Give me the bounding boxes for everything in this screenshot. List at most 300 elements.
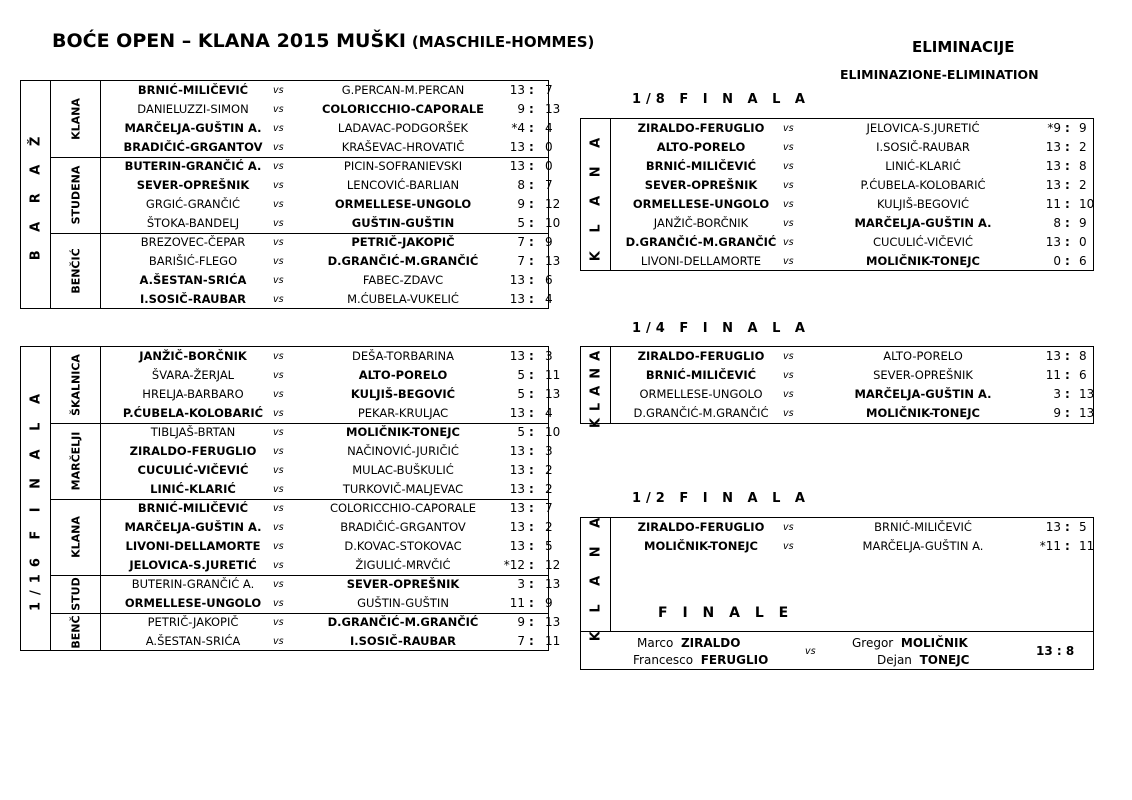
score-colon: : xyxy=(529,520,534,534)
team-2: ORMELLESE-UNGOLO xyxy=(334,197,472,211)
team-2: COLORICCHIO-CAPORALE xyxy=(321,102,485,116)
score-2: 11 xyxy=(545,634,561,648)
team-2: MOLIČNIK-TONEJC xyxy=(866,254,980,268)
score-2: 0 xyxy=(545,159,553,173)
group-label: STUD xyxy=(69,577,83,611)
score-colon: : xyxy=(529,159,534,173)
team-1: BUTERIN-GRANČIĆ A. xyxy=(131,577,255,591)
score-colon: : xyxy=(1065,197,1070,211)
match-row xyxy=(581,404,1093,423)
team-1: JANŽIČ-BORČNIK xyxy=(139,349,247,363)
score-1: 5 xyxy=(517,368,525,382)
team-1: ŠTOKA-BANDELJ xyxy=(146,216,240,230)
vs-label: vs xyxy=(273,123,284,134)
vs-label: vs xyxy=(783,142,794,153)
score-colon: : xyxy=(529,349,534,363)
score-colon: : xyxy=(529,254,534,268)
score-1: 8 xyxy=(517,178,525,192)
score-2: 9 xyxy=(545,235,553,249)
score-colon: : xyxy=(529,634,534,648)
score-2: 10 xyxy=(545,425,561,439)
vs-label: vs xyxy=(273,389,284,400)
score-2: 13 xyxy=(545,615,561,629)
score-1: 5 xyxy=(517,387,525,401)
team-2: CUCULIĆ-VIČEVIĆ xyxy=(872,235,974,249)
score-colon: : xyxy=(529,463,534,477)
score-2: 5 xyxy=(545,539,553,553)
vs-label: vs xyxy=(783,541,794,552)
match-row xyxy=(581,214,1093,233)
team-2: MARČELJA-GUŠTIN A. xyxy=(862,539,984,553)
team-2: SEVER-OPREŠNIK xyxy=(346,577,460,591)
score-2: 3 xyxy=(545,349,553,363)
score-1: 11 xyxy=(1045,368,1061,382)
team-1: BRNIĆ-MILIČEVIĆ xyxy=(645,368,757,382)
score-2: 5 xyxy=(1079,520,1087,534)
vs-label: vs xyxy=(273,275,284,286)
vs-label: vs xyxy=(783,161,794,172)
match-row xyxy=(21,442,553,461)
score-1: 11 xyxy=(509,596,525,610)
score-1: 13 xyxy=(1045,178,1061,192)
score-2: 2 xyxy=(545,520,553,534)
final-box xyxy=(580,632,1094,670)
match-row xyxy=(21,594,553,613)
score-colon: : xyxy=(1065,349,1070,363)
match-row xyxy=(21,100,561,119)
vs-label: vs xyxy=(273,484,284,495)
vs-label: vs xyxy=(273,541,284,552)
team-1: ZIRALDO-FERUGLIO xyxy=(637,520,765,534)
team-2: ALTO-PORELO xyxy=(358,368,448,382)
team-1: TIBLJAŠ-BRTAN xyxy=(150,425,236,439)
baraz-label: B A R A Ž xyxy=(28,129,44,260)
match-row xyxy=(581,385,1093,404)
score-1: 13 xyxy=(509,444,525,458)
match-row xyxy=(21,252,561,271)
table-label-r2: K L A N A xyxy=(588,510,604,641)
score-2: 8 xyxy=(1079,349,1087,363)
score-1: 13 xyxy=(1045,235,1061,249)
match-row xyxy=(21,423,561,442)
team-1: I.SOSIČ-RAUBAR xyxy=(139,292,247,306)
vs-label: vs xyxy=(783,123,794,134)
score-colon: : xyxy=(529,121,534,135)
score-2: 13 xyxy=(1079,387,1095,401)
score-colon: : xyxy=(1065,406,1070,420)
score-1: 11 xyxy=(1045,197,1061,211)
score-colon: : xyxy=(529,292,534,306)
match-row xyxy=(581,252,1093,271)
table-r16 xyxy=(20,346,561,651)
score-colon: : xyxy=(529,482,534,496)
vs-label: vs xyxy=(783,237,794,248)
team-1: A.ŠESTAN-SRIĆA xyxy=(139,273,247,287)
vs-label: vs xyxy=(273,522,284,533)
score-1: 3 xyxy=(517,577,525,591)
score-colon: : xyxy=(529,444,534,458)
final-vs: vs xyxy=(805,646,816,657)
team-2: KULJIŠ-BEGOVIĆ xyxy=(350,387,456,401)
score-colon: : xyxy=(1065,387,1070,401)
table-baraz xyxy=(20,80,561,309)
score-2: 11 xyxy=(545,368,561,382)
team-1: ZIRALDO-FERUGLIO xyxy=(637,121,765,135)
score-colon: : xyxy=(529,368,534,382)
score-2: 7 xyxy=(545,178,553,192)
team-2: GUŠTIN-GUŠTIN xyxy=(351,216,455,230)
score-2: 13 xyxy=(545,102,561,116)
score-colon: : xyxy=(529,558,534,572)
team-2: P.ĆUBELA-KOLOBARIĆ xyxy=(860,178,986,192)
team-2: PETRIČ-JAKOPIČ xyxy=(351,235,455,249)
score-1: 13 xyxy=(509,406,525,420)
score-colon: : xyxy=(529,216,534,230)
score-2: 9 xyxy=(1079,216,1087,230)
match-row xyxy=(581,157,1093,176)
vs-label: vs xyxy=(273,142,284,153)
match-row xyxy=(21,157,553,176)
match-row xyxy=(581,176,1093,195)
vs-label: vs xyxy=(273,617,284,628)
team-1: ORMELLESE-UNGOLO xyxy=(124,596,262,610)
match-row xyxy=(21,537,553,556)
score-colon: : xyxy=(529,596,534,610)
score-2: 13 xyxy=(545,254,561,268)
score-1: 3 xyxy=(1053,387,1061,401)
score-1: 0 xyxy=(1053,254,1061,268)
final-player-2b: Dejan TONEJC xyxy=(877,653,970,667)
vs-label: vs xyxy=(273,237,284,248)
match-row xyxy=(21,461,553,480)
table-r2 xyxy=(580,510,1095,641)
team-1: LIVONI-DELLAMORTE xyxy=(125,539,261,553)
team-2: GUŠTIN-GUŠTIN xyxy=(357,596,449,610)
score-1: 13 xyxy=(509,292,525,306)
score-colon: : xyxy=(1065,178,1070,192)
team-2: MOLIČNIK-TONEJC xyxy=(866,406,980,420)
match-row xyxy=(581,138,1093,157)
vs-label: vs xyxy=(273,465,284,476)
score-colon: : xyxy=(1065,216,1070,230)
team-1: BRNIĆ-MILIČEVIĆ xyxy=(137,83,249,97)
team-1: CUCULIĆ-VIČEVIĆ xyxy=(137,463,249,477)
page-title: BOĆE OPEN – KLANA 2015 MUŠKI (MASCHILE-HOMMES) xyxy=(52,30,595,52)
team-1: SEVER-OPREŠNIK xyxy=(136,178,250,192)
match-row xyxy=(21,347,553,366)
match-row xyxy=(21,518,553,537)
match-row xyxy=(21,613,561,632)
match-row xyxy=(21,195,561,214)
group-label: BENČIĆ xyxy=(69,248,83,294)
vs-label: vs xyxy=(273,427,284,438)
table-r4 xyxy=(580,343,1095,429)
r16-label: 1/16 F I N A L A xyxy=(28,386,44,611)
team-1: PETRIČ-JAKOPIČ xyxy=(147,615,239,629)
score-colon: : xyxy=(1065,368,1070,382)
score-2: 13 xyxy=(545,387,561,401)
vs-label: vs xyxy=(273,503,284,514)
score-colon: : xyxy=(529,273,534,287)
score-1: 9 xyxy=(517,615,525,629)
vs-label: vs xyxy=(273,446,284,457)
team-1: GRGIĆ-GRANČIĆ xyxy=(145,197,241,211)
team-2: MULAC-BUŠKULIĆ xyxy=(352,463,454,477)
elimination-subtitle: ELIMINAZIONE-ELIMINATION xyxy=(840,67,1039,82)
team-2: MOLIČNIK-TONEJC xyxy=(346,425,460,439)
team-2: COLORICCHIO-CAPORALE xyxy=(329,501,477,515)
score-2: 3 xyxy=(545,444,553,458)
team-2: ŽIGULIĆ-MRVČIĆ xyxy=(355,558,451,572)
vs-label: vs xyxy=(783,218,794,229)
score-2: 9 xyxy=(545,596,553,610)
vs-label: vs xyxy=(273,104,284,115)
team-1: JANŽIČ-BORČNIK xyxy=(653,216,749,230)
score-2: 7 xyxy=(545,501,553,515)
match-row xyxy=(581,119,1093,138)
table-label-r4: KLANA xyxy=(588,343,604,429)
score-1: 13 xyxy=(1045,140,1061,154)
vs-label: vs xyxy=(273,408,284,419)
score-2: 13 xyxy=(1079,406,1095,420)
score-colon: : xyxy=(529,577,534,591)
score-colon: : xyxy=(1065,539,1070,553)
team-1: A.ŠESTAN-SRIĆA xyxy=(145,634,241,648)
header-r4: 1/4 F I N A L A xyxy=(632,321,810,336)
group-label: MARČELJI xyxy=(69,431,83,491)
score-1: *9 xyxy=(1047,121,1061,135)
team-2: PICIN-SOFRANIEVSKI xyxy=(343,159,463,173)
score-1: 13 xyxy=(1045,349,1061,363)
group-label: KLANA xyxy=(69,98,83,140)
team-1: BRNIĆ-MILIČEVIĆ xyxy=(645,159,757,173)
team-2: I.SOSIČ-RAUBAR xyxy=(876,140,970,154)
team-2: DEŠA-TORBARINA xyxy=(351,349,455,363)
team-2: MARČELJA-GUŠTIN A. xyxy=(854,216,992,230)
vs-label: vs xyxy=(273,199,284,210)
vs-label: vs xyxy=(783,522,794,533)
vs-label: vs xyxy=(783,370,794,381)
team-1: DANIELUZZI-SIMON xyxy=(137,102,249,116)
vs-label: vs xyxy=(783,408,794,419)
score-colon: : xyxy=(529,235,534,249)
score-colon: : xyxy=(529,539,534,553)
score-2: 2 xyxy=(1079,140,1087,154)
match-row xyxy=(21,632,561,651)
vs-label: vs xyxy=(273,85,284,96)
header-final: F I N A L E xyxy=(658,605,794,621)
team-1: D.GRANČIĆ-M.GRANČIĆ xyxy=(625,235,777,249)
score-2: 7 xyxy=(545,83,553,97)
vs-label: vs xyxy=(273,161,284,172)
elimination-title: ELIMINACIJE xyxy=(912,38,1015,56)
match-row xyxy=(581,518,1093,537)
score-2: 13 xyxy=(545,577,561,591)
vs-label: vs xyxy=(273,180,284,191)
match-row xyxy=(21,81,553,100)
score-1: 13 xyxy=(1045,520,1061,534)
score-2: 0 xyxy=(545,140,553,154)
team-1: LIVONI-DELLAMORTE xyxy=(640,254,762,268)
team-1: BUTERIN-GRANČIĆ A. xyxy=(124,159,262,173)
final-player-1b: Francesco FERUGLIO xyxy=(633,653,769,667)
match-row xyxy=(581,195,1093,214)
team-1: ALTO-PORELO xyxy=(656,140,746,154)
match-row xyxy=(581,233,1093,252)
score-2: 11 xyxy=(1079,539,1095,553)
score-colon: : xyxy=(529,387,534,401)
match-row xyxy=(21,480,553,499)
team-2: BRADIČIĆ-GRGANTOV xyxy=(340,520,466,534)
team-2: D.GRANČIĆ-M.GRANČIĆ xyxy=(327,615,479,629)
vs-label: vs xyxy=(273,351,284,362)
team-1: BRNIĆ-MILIČEVIĆ xyxy=(137,501,249,515)
match-row xyxy=(21,138,553,157)
score-2: 6 xyxy=(1079,368,1087,382)
team-1: D.GRANČIĆ-M.GRANČIĆ xyxy=(633,406,769,420)
score-2: 9 xyxy=(1079,121,1087,135)
team-1: BREZOVEC-ČEPAR xyxy=(140,235,246,249)
team-1: ZIRALDO-FERUGLIO xyxy=(129,444,257,458)
header-r8: 1/8 F I N A L A xyxy=(632,92,810,107)
score-1: 13 xyxy=(509,501,525,515)
score-colon: : xyxy=(1065,520,1070,534)
page-subtitle: (MASCHILE-HOMMES) xyxy=(411,33,595,51)
score-1: 13 xyxy=(509,159,525,173)
score-1: 7 xyxy=(517,634,525,648)
team-2: I.SOSIČ-RAUBAR xyxy=(349,634,457,648)
score-colon: : xyxy=(1065,235,1070,249)
score-colon: : xyxy=(529,178,534,192)
score-2: 10 xyxy=(1079,197,1095,211)
team-2: G.PERCAN-M.PERCAN xyxy=(341,83,465,97)
score-2: 6 xyxy=(1079,254,1087,268)
team-2: MARČELJA-GUŠTIN A. xyxy=(854,387,992,401)
score-colon: : xyxy=(529,83,534,97)
score-1: 7 xyxy=(517,254,525,268)
score-colon: : xyxy=(529,197,534,211)
vs-label: vs xyxy=(783,180,794,191)
team-2: LADAVAC-PODGORŠEK xyxy=(337,121,469,135)
score-1: 13 xyxy=(509,140,525,154)
vs-label: vs xyxy=(273,256,284,267)
match-row xyxy=(21,271,553,290)
team-1: ZIRALDO-FERUGLIO xyxy=(637,349,765,363)
team-1: ŠVARA-ŽERJAL xyxy=(151,368,235,382)
score-colon: : xyxy=(529,102,534,116)
score-1: 13 xyxy=(1045,159,1061,173)
vs-label: vs xyxy=(273,598,284,609)
score-colon: : xyxy=(529,501,534,515)
group-label: BENČ xyxy=(69,615,83,649)
team-2: FABEC-ZDAVC xyxy=(362,273,444,287)
match-row xyxy=(21,556,561,575)
team-2: ALTO-PORELO xyxy=(883,349,963,363)
score-1: 9 xyxy=(517,197,525,211)
vs-label: vs xyxy=(783,351,794,362)
score-1: 13 xyxy=(509,463,525,477)
score-1: 13 xyxy=(509,520,525,534)
score-colon: : xyxy=(1065,254,1070,268)
team-2: D.KOVAC-STOKOVAC xyxy=(344,539,462,553)
team-1: BRADIČIĆ-GRGANTOV xyxy=(123,140,263,154)
score-1: 13 xyxy=(509,482,525,496)
match-row xyxy=(21,233,553,252)
table-r8 xyxy=(580,118,1094,271)
score-2: 8 xyxy=(1079,159,1087,173)
score-colon: : xyxy=(1065,159,1070,173)
score-1: 7 xyxy=(517,235,525,249)
score-2: 0 xyxy=(1079,235,1087,249)
vs-label: vs xyxy=(273,294,284,305)
score-2: 12 xyxy=(545,558,561,572)
team-1: P.ĆUBELA-KOLOBARIĆ xyxy=(122,406,264,420)
score-colon: : xyxy=(1065,121,1070,135)
score-colon: : xyxy=(529,425,534,439)
score-2: 12 xyxy=(545,197,561,211)
team-2: D.GRANČIĆ-M.GRANČIĆ xyxy=(327,254,479,268)
team-2: KULJIŠ-BEGOVIĆ xyxy=(876,197,970,211)
score-2: 4 xyxy=(545,292,553,306)
team-1: MARČELJA-GUŠTIN A. xyxy=(124,121,262,135)
vs-label: vs xyxy=(783,199,794,210)
team-1: BARIŠIĆ-FLEGO xyxy=(148,254,238,268)
match-row xyxy=(21,366,561,385)
score-2: 2 xyxy=(545,463,553,477)
score-1: 13 xyxy=(509,83,525,97)
score-1: 5 xyxy=(517,216,525,230)
vs-label: vs xyxy=(273,579,284,590)
team-2: TURKOVIČ-MALJEVAC xyxy=(342,482,464,496)
score-1: *11 xyxy=(1039,539,1061,553)
score-1: 13 xyxy=(509,349,525,363)
match-row xyxy=(581,366,1093,385)
score-colon: : xyxy=(529,615,534,629)
score-1: 9 xyxy=(517,102,525,116)
score-2: 2 xyxy=(1079,178,1087,192)
team-1: MOLIČNIK-TONEJC xyxy=(644,539,758,553)
final-score: 13 : 8 xyxy=(1036,644,1075,658)
team-2: PEKAR-KRULJAC xyxy=(357,406,449,420)
score-1: 13 xyxy=(509,539,525,553)
table-label-r8: K L A N A xyxy=(588,130,604,261)
vs-label: vs xyxy=(273,370,284,381)
header-r2: 1/2 F I N A L A xyxy=(632,491,810,506)
score-2: 2 xyxy=(545,482,553,496)
score-1: 13 xyxy=(509,273,525,287)
match-row xyxy=(21,176,553,195)
team-1: LINIĆ-KLARIĆ xyxy=(150,482,236,496)
team-1: SEVER-OPREŠNIK xyxy=(644,178,758,192)
score-2: 4 xyxy=(545,406,553,420)
vs-label: vs xyxy=(273,560,284,571)
team-1: MARČELJA-GUŠTIN A. xyxy=(124,520,262,534)
match-row xyxy=(21,575,561,594)
score-1: 5 xyxy=(517,425,525,439)
team-2: SEVER-OPREŠNIK xyxy=(873,368,973,382)
final-player-2a: Gregor MOLIČNIK xyxy=(852,636,968,650)
score-1: 8 xyxy=(1053,216,1061,230)
team-2: KRAŠEVAC-HROVATIČ xyxy=(341,140,465,154)
match-row xyxy=(581,537,1093,556)
score-2: 6 xyxy=(545,273,553,287)
final-player-1a: Marco ZIRALDO xyxy=(637,636,741,650)
team-2: M.ĆUBELA-VUKELIĆ xyxy=(347,292,459,306)
group-label: STUDENA xyxy=(69,165,83,225)
vs-label: vs xyxy=(783,389,794,400)
score-colon: : xyxy=(1065,140,1070,154)
team-2: LENCOVIĆ-BARLIAN xyxy=(346,178,460,192)
